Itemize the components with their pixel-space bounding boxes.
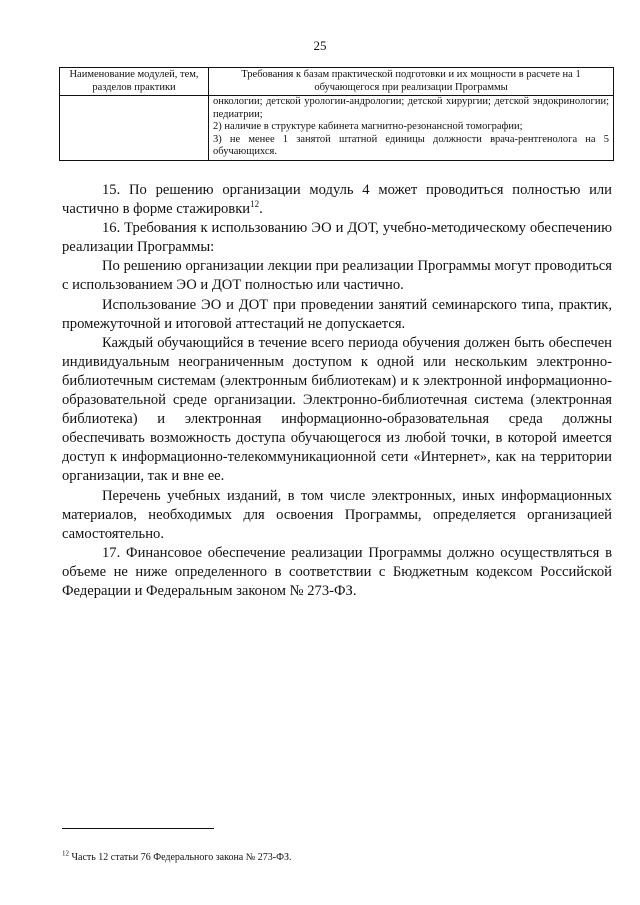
table-header-modules: Наименование модулей, тем, разделов практики <box>60 68 209 96</box>
paragraph-15-end: . <box>259 201 263 218</box>
paragraph-16-access: Каждый обучающийся в течение всего периода обучения должен быть обеспечен индивидуальным неограниченным доступом к одной или нескольким электронно-библиотечным системам (электронным библиотекам) и к электронной информационно-образовательной среде организации. Электронно-библиотечная система (электронная библиотека) и электронная информационно-образовательная среда должны обеспечивать возможность доступа обучающегося из любой точки, в которой имеется доступ к информационно-телекоммуникационной сети «Интернет», как на территории организации, так и вне ее. <box>62 334 612 485</box>
requirement-line: 3) не менее 1 занятой штатной единицы должности врача-рентгенолога на 5 обучающихся. <box>213 133 609 157</box>
footnote-reference: 12 <box>250 199 260 210</box>
table-cell-empty <box>60 96 209 161</box>
footnote-number: 12 <box>62 849 69 858</box>
table-row <box>60 96 614 161</box>
table-header-requirements: Требования к базам практической подготовки и их мощности в расчете на 1 обучающегося при реализации Программы <box>209 68 614 96</box>
footnote <box>62 849 612 863</box>
paragraph-16-publications: Перечень учебных изданий, в том числе электронных, иных информационных материалов, необходимых для освоения Программы, определяется организацией самостоятельно. <box>62 487 612 542</box>
paragraph-15 <box>62 181 612 219</box>
footnote-divider <box>62 828 214 829</box>
body-text <box>62 181 612 601</box>
paragraph-16-seminars: Использование ЭО и ДОТ при проведении занятий семинарского типа, практик, промежуточной и итоговой аттестаций не допускается. <box>62 296 612 332</box>
page-number: 25 <box>313 38 327 53</box>
requirement-line: 2) наличие в структуре кабинета магнитно-резонансной томографии; <box>213 121 523 132</box>
table-header-row <box>60 68 614 96</box>
table-cell-requirements <box>209 96 614 161</box>
paragraph-16-lectures: По решению организации лекции при реализации Программы могут проводиться с использованием ЭО и ДОТ полностью или частично. <box>62 258 612 294</box>
paragraph-15-text: 15. По решению организации модуль 4 может проводиться полностью или частично в форме стажировки <box>62 182 612 218</box>
requirements-table <box>59 67 614 161</box>
requirement-line: онкологии; детской урологии-андрологии; детской хирургии; детской эндокринологии; педиатрии; <box>213 96 609 120</box>
paragraph-16: 16. Требования к использованию ЭО и ДОТ, учебно-методическому обеспечению реализации Программы: <box>62 220 612 256</box>
footnote-text: Часть 12 статьи 76 Федерального закона № 273-ФЗ. <box>69 852 292 863</box>
paragraph-17: 17. Финансовое обеспечение реализации Программы должно осуществляться в объеме не ниже определенного в соответствии с Бюджетным кодексом Российской Федерации и Федеральным законом № 273-ФЗ. <box>62 544 612 599</box>
